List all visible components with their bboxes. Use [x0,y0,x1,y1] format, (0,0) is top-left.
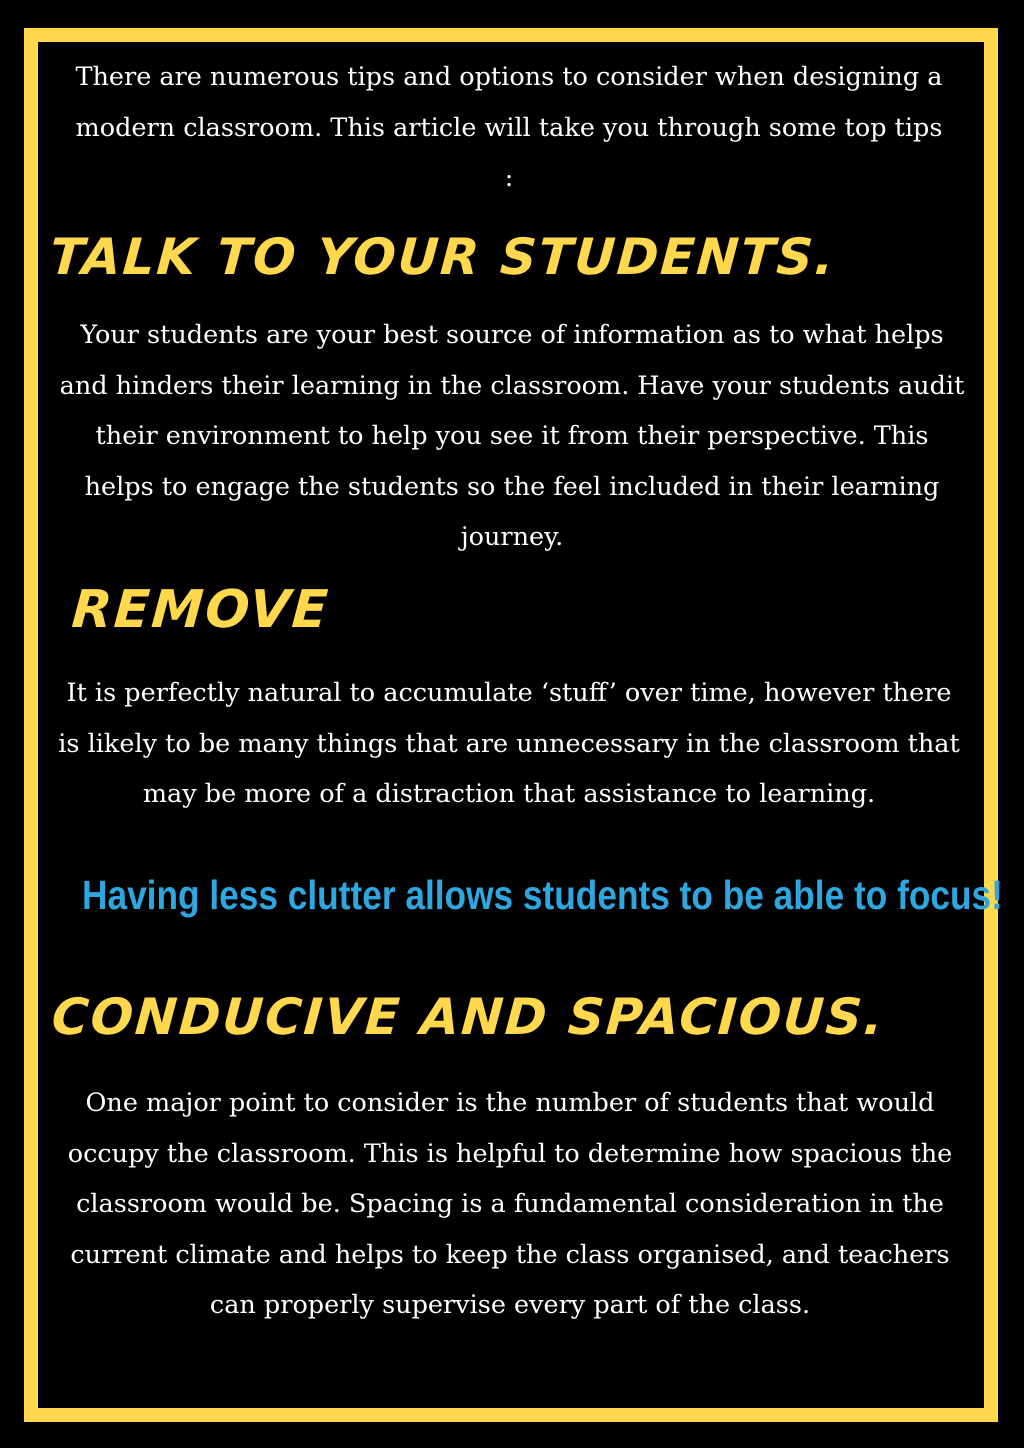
remove-paragraph: It is perfectly natural to accumulate ‘stuff’ over time, however there is likely to be many things that are unnecessary in the classroom that may be more of a distraction that assistance to learning. [58,678,960,809]
talk-to-students-paragraph: Your students are your best source of information as to what helps and hinders their learning in the classroom. Have your students audit their environment to help you see it from their perspective. This helps to engage the students so the feel included in their learning journey. [59,320,965,552]
clutter-highlight-text: Having less clutter allows students to be able to focus! [82,872,1003,918]
heading-remove: REMOVE [69,580,332,640]
conducive-paragraph: One major point to consider is the number of students that would occupy the classroom. This is helpful to determine how spacious the classroom would be. Spacing is a fundamental consideration in the current climate and helps to keep the class organised, and teachers can properly supervise every part of the class. [67,1088,953,1320]
heading-conducive-and-spacious: CONDUCIVE AND SPACIOUS. [49,988,887,1046]
intro-paragraph: There are numerous tips and options to consider when designing a modern classroom. This article will take you through some top tips : [75,62,943,193]
heading-talk-to-students: TALK TO YOUR STUDENTS. [47,228,838,286]
